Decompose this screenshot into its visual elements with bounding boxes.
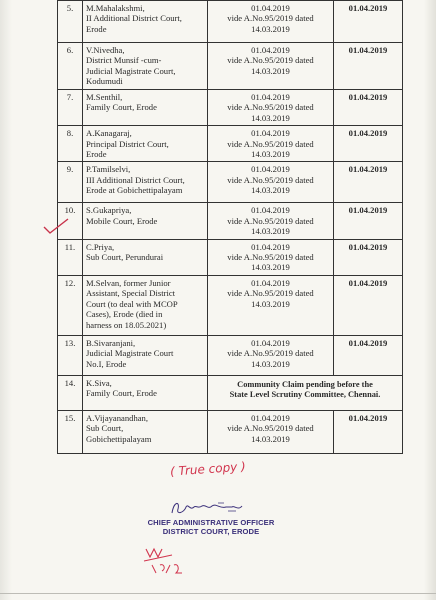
order-cell-line: 14.03.2019 — [251, 149, 290, 160]
order-cell — [208, 275, 334, 335]
serial-number-cell: 5. — [58, 1, 83, 43]
date-cell: 01.04.2019 — [334, 410, 403, 453]
name-cell-line: Family Court, Erode — [86, 102, 157, 113]
order-cell-line: 01.04.2019 — [251, 205, 290, 216]
tick-mark-icon — [42, 216, 70, 236]
stamp-office: DISTRICT COURT, ERODE — [162, 527, 260, 537]
serial-number-cell: 13. — [58, 335, 83, 375]
name-cell-line: A.Kanagaraj, — [86, 128, 132, 139]
serial-number-cell: 11. — [58, 239, 83, 275]
order-cell — [208, 162, 334, 203]
order-cell — [208, 239, 334, 275]
date-cell: 01.04.2019 — [334, 90, 403, 126]
name-cell-line: III Additional District Court, — [86, 174, 185, 185]
name-cell-line: II Additional District Court, — [86, 13, 182, 24]
true-copy-note: ( True copy ) — [169, 459, 247, 479]
table-row — [58, 90, 403, 126]
name-cell-line: Assistant, Special District — [86, 288, 176, 299]
serial-number-cell: 6. — [58, 43, 83, 90]
serial-number-cell: 10. — [58, 203, 83, 239]
table-row — [58, 275, 403, 335]
pending-claim-cell-line: Community Claim pending before the — [237, 379, 373, 389]
name-cell-line: Family Court, Erode — [86, 388, 157, 399]
signature-icon — [168, 497, 248, 519]
table-row — [58, 162, 403, 203]
order-cell-line: 14.03.2019 — [251, 23, 290, 34]
serial-number-cell: 12. — [58, 275, 83, 335]
name-cell-line: M.Mahalakshmi, — [86, 3, 145, 13]
name-cell-line: Court (to deal with MCOP — [86, 298, 178, 309]
order-cell-line: vide A.No.95/2019 dated — [227, 288, 314, 299]
name-cell-line: V.Nivedha, — [86, 45, 125, 55]
order-cell-line: 01.04.2019 — [251, 241, 290, 252]
table-row — [58, 203, 403, 239]
name-cell-line: A.Vijayanandhan, — [86, 412, 149, 423]
order-cell-line: 14.03.2019 — [251, 112, 290, 123]
name-cell — [83, 1, 208, 43]
name-cell-line: M.Senthil, — [86, 92, 123, 102]
name-cell-line: District Munsif -cum- — [86, 55, 162, 66]
name-cell — [83, 375, 208, 410]
table-row — [58, 126, 403, 162]
order-cell-line: vide A.No.95/2019 dated — [227, 215, 314, 226]
name-cell — [83, 239, 208, 275]
order-cell-line: vide A.No.95/2019 dated — [227, 102, 314, 113]
table-row — [58, 375, 403, 410]
date-cell: 01.04.2019 — [334, 1, 403, 43]
order-cell-line: 14.03.2019 — [251, 226, 290, 237]
name-cell-line: Cases), Erode (died in — [86, 309, 163, 320]
table-row — [58, 239, 403, 275]
name-cell-line: Sub Court, — [86, 423, 124, 434]
order-cell-line: 01.04.2019 — [251, 277, 290, 288]
order-cell-line: 01.04.2019 — [251, 3, 290, 13]
page-bottom-edge — [0, 593, 436, 594]
pending-claim-cell-line: State Level Scrutiny Committee, Chennai. — [229, 390, 381, 400]
date-cell: 01.04.2019 — [334, 335, 403, 375]
name-cell — [83, 43, 208, 90]
name-cell-line: K.Siva, — [86, 377, 112, 388]
order-cell-line: 01.04.2019 — [251, 337, 290, 348]
order-cell-line: 14.03.2019 — [251, 65, 290, 76]
serial-number-cell: 8. — [58, 126, 83, 162]
name-cell-line: Kodumudi — [86, 76, 123, 87]
serial-number-cell: 14. — [58, 375, 83, 410]
date-cell: 01.04.2019 — [334, 239, 403, 275]
name-cell-line: C.Priya, — [86, 241, 115, 252]
name-cell-line: No.I, Erode — [86, 358, 127, 369]
name-cell-line: Sub Court, Perundurai — [86, 252, 164, 263]
name-cell — [83, 90, 208, 126]
name-cell-line: Mobile Court, Erode — [86, 215, 158, 226]
order-cell-line: 14.03.2019 — [251, 358, 290, 369]
name-cell — [83, 162, 208, 203]
pending-claim-cell — [208, 375, 403, 410]
handwritten-initials-icon — [142, 543, 200, 575]
date-cell: 01.04.2019 — [334, 162, 403, 203]
order-cell-line: 01.04.2019 — [251, 45, 290, 55]
name-cell-line: Erode at Gobichettipalayam — [86, 185, 183, 196]
order-cell-line: 01.04.2019 — [251, 92, 290, 102]
name-cell — [83, 275, 208, 335]
order-cell-line: vide A.No.95/2019 dated — [227, 252, 314, 263]
office-stamp — [141, 518, 281, 536]
employee-table — [57, 0, 403, 454]
order-cell-line: 14.03.2019 — [251, 298, 290, 309]
order-cell-line: vide A.No.95/2019 dated — [227, 423, 314, 434]
serial-number-cell: 7. — [58, 90, 83, 126]
name-cell — [83, 203, 208, 239]
name-cell — [83, 410, 208, 453]
name-cell-line: harness on 18.05.2021) — [86, 319, 167, 330]
name-cell-line: Erode — [86, 149, 107, 160]
order-cell-line: 14.03.2019 — [251, 433, 290, 444]
name-cell-line: Principal District Court, — [86, 138, 169, 149]
table-row — [58, 1, 403, 43]
order-cell-line: 01.04.2019 — [251, 128, 290, 139]
name-cell — [83, 335, 208, 375]
name-cell — [83, 126, 208, 162]
name-cell-line: S.Gukapriya, — [86, 205, 132, 216]
order-cell-line: 01.04.2019 — [251, 412, 290, 423]
date-cell: 01.04.2019 — [334, 275, 403, 335]
name-cell-line: Gobichettipalayam — [86, 433, 152, 444]
order-cell — [208, 126, 334, 162]
order-cell — [208, 203, 334, 239]
order-cell-line: 14.03.2019 — [251, 262, 290, 273]
order-cell — [208, 410, 334, 453]
name-cell-line: P.Tamilselvi, — [86, 164, 131, 175]
table-row — [58, 335, 403, 375]
name-cell-line: Judicial Magistrate Court — [86, 348, 174, 359]
order-cell-line: vide A.No.95/2019 dated — [227, 174, 314, 185]
name-cell-line: M.Selvan, former Junior — [86, 277, 171, 288]
order-cell-line: 14.03.2019 — [251, 185, 290, 196]
name-cell-line: Judicial Magistrate Court, — [86, 65, 176, 76]
serial-number-cell: 15. — [58, 410, 83, 453]
order-cell — [208, 335, 334, 375]
order-cell — [208, 43, 334, 90]
table-row — [58, 43, 403, 90]
table-row — [58, 410, 403, 453]
order-cell — [208, 1, 334, 43]
date-cell: 01.04.2019 — [334, 203, 403, 239]
date-cell: 01.04.2019 — [334, 43, 403, 90]
name-cell-line: B.Sivaranjani, — [86, 337, 136, 348]
serial-number-cell: 9. — [58, 162, 83, 203]
order-cell-line: vide A.No.95/2019 dated — [227, 138, 314, 149]
date-cell: 01.04.2019 — [334, 126, 403, 162]
name-cell-line: Erode — [86, 23, 107, 34]
order-cell-line: 01.04.2019 — [251, 164, 290, 175]
order-cell — [208, 90, 334, 126]
order-cell-line: vide A.No.95/2019 dated — [227, 55, 314, 66]
order-cell-line: vide A.No.95/2019 dated — [227, 348, 314, 359]
order-cell-line: vide A.No.95/2019 dated — [227, 13, 314, 24]
stamp-title: CHIEF ADMINISTRATIVE OFFICER — [147, 518, 275, 527]
